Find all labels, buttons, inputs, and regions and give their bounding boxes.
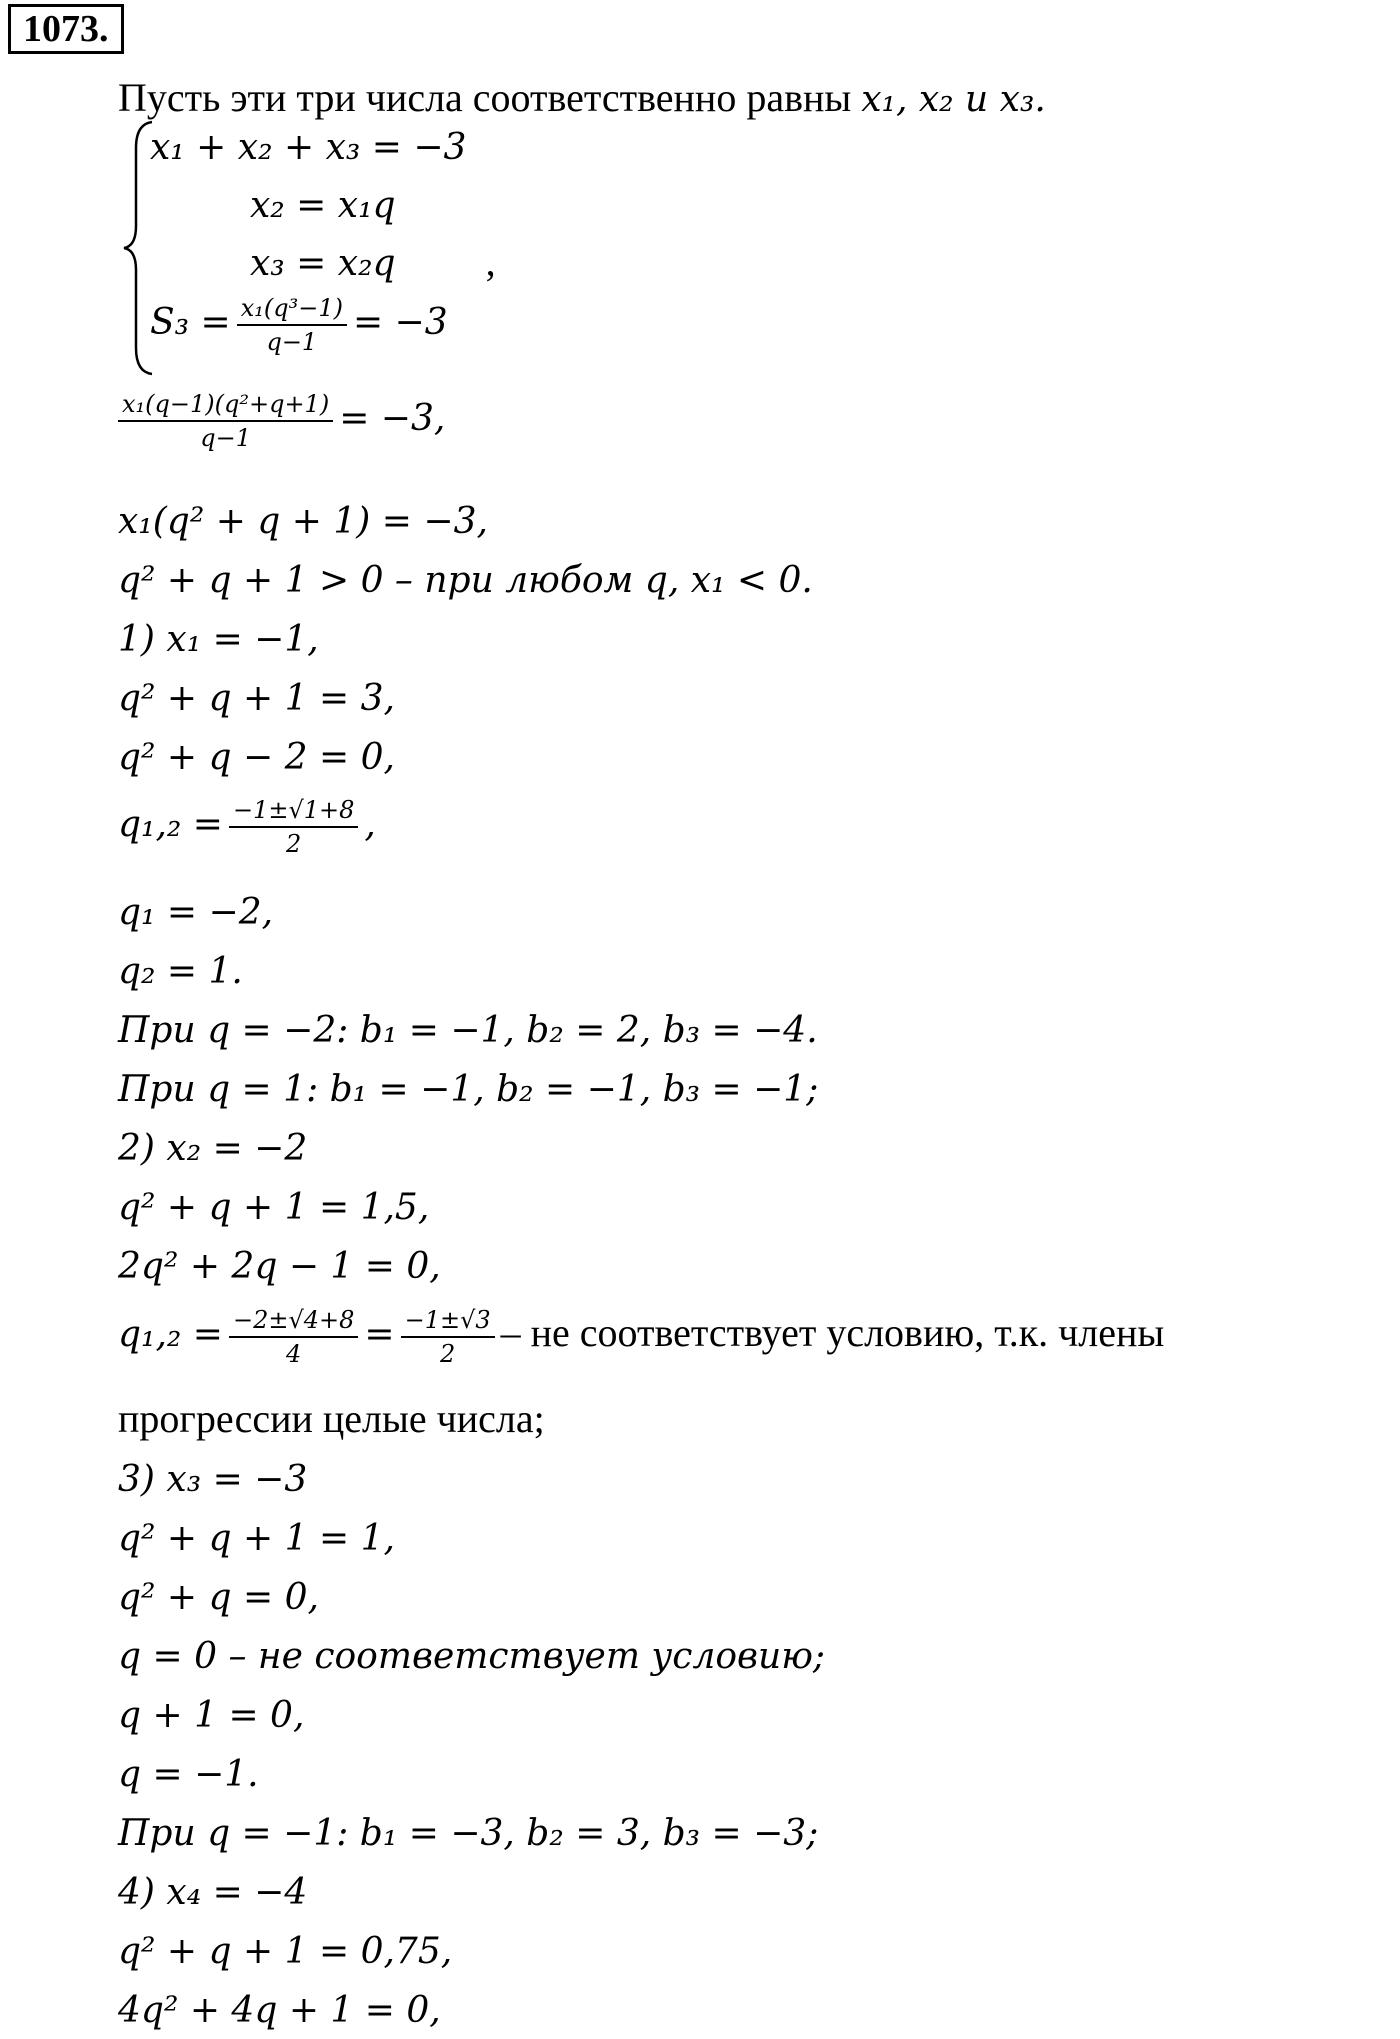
intro-line [118,72,1046,126]
math-line: 4q² + 4q + 1 = 0, [118,1990,441,2031]
math-line: x₁(q² + q + 1) = −3, [118,501,488,542]
system-eq-4: S₃ = $\frac{\text{x₁(q³−1)}}{q-1}$ = −3 [150,294,448,356]
math-line: При q = −1: b₁ = −3, b₂ = 3, b₃ = −3; [118,1813,819,1854]
math-line: q = −1. [118,1754,259,1795]
math-line: 4) x₄ = −4 [118,1872,308,1913]
math-line: q² + q = 0, [118,1577,319,1618]
system-eq-2: x₂ = x₁q [250,185,396,226]
math-line: q² + q + 1 = 1, [118,1518,395,1559]
math-line: q + 1 = 0, [118,1695,305,1736]
intro-text: Пусть эти три числа соответственно равны [118,75,852,120]
intro-vars: x₁, x₂ и x₃. [861,79,1046,120]
system-eq-3: x₃ = x₂q , [250,239,496,284]
math-line: q² + q + 1 > 0 – при любом q, x₁ < 0. [118,560,813,601]
text-line: прогрессии целые числа; [118,1396,545,1441]
math-line: q₂ = 1. [118,951,243,992]
math-line: 2) x₂ = −2 [118,1128,308,1169]
math-line: q² + q + 1 = 3, [118,678,395,719]
system-comma: , [485,239,496,284]
math-line: 3) x₃ = −3 [118,1459,308,1500]
step-fraction-line: $\frac{\text{x₁(q−1)(q²+q+1)}}{q-1}$ = −3, [118,390,445,452]
math-line: q² + q − 2 = 0, [118,737,395,778]
math-line: q = 0 – не соответствует условию; [118,1636,826,1677]
math-line: При q = −2: b₁ = −1, b₂ = 2, b₃ = −4. [118,1010,818,1051]
math-line: q² + q + 1 = 1,5, [118,1187,430,1228]
roots-formula-1: q₁,₂ = $\frac{-1\pm√1+8}{2}$ , [118,796,376,858]
problem-number: 1073. [8,4,124,54]
math-line: q² + q + 1 = 0,75, [118,1931,453,1972]
math-line: 1) x₁ = −1, [118,619,319,660]
roots-formula-2: q₁,₂ = $\frac{-2\pm√4+8}{4}$ = $\frac{-1\pm√3}{2}$ – не соответствует условию, т.к. члены [118,1306,1165,1368]
math-line: При q = 1: b₁ = −1, b₂ = −1, b₃ = −1; [118,1069,819,1110]
system-eq-1: x₁ + x₂ + x₃ = −3 [150,127,467,168]
math-line: q₁ = −2, [118,892,274,933]
math-line: 2q² + 2q − 1 = 0, [118,1246,441,1287]
